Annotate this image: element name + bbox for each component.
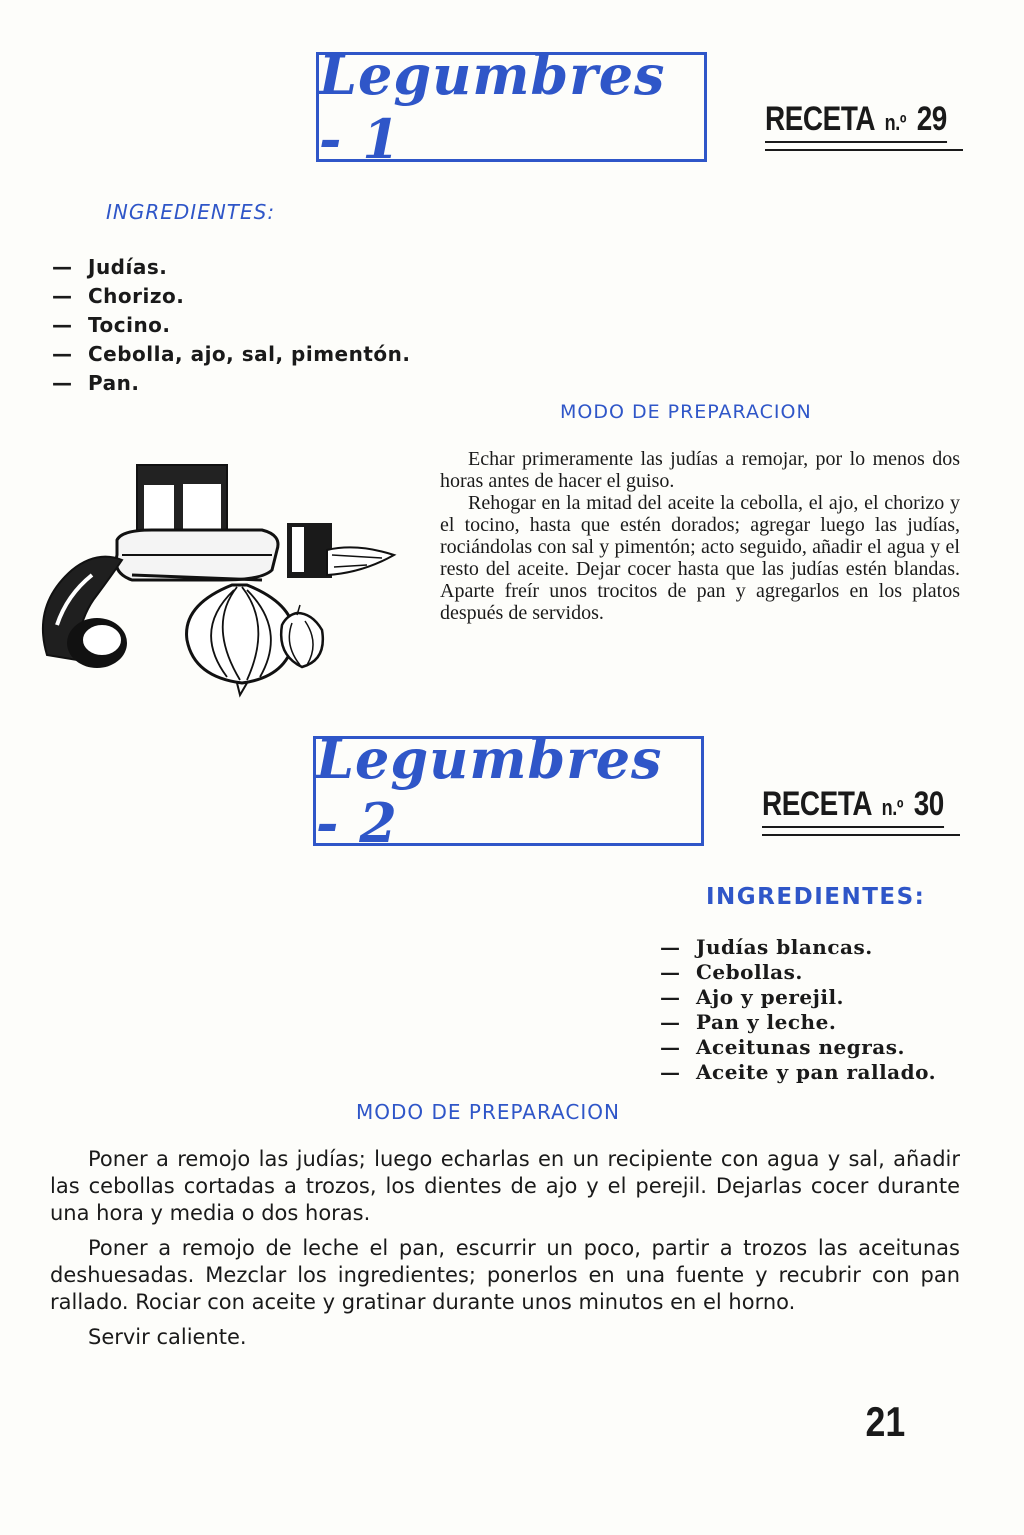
list-item: — Judías. bbox=[52, 255, 168, 279]
recipe1-method-heading: MODO DE PREPARACION bbox=[560, 401, 812, 423]
list-item: — Pan. bbox=[52, 371, 140, 395]
recipe1-abbr: n.º bbox=[884, 110, 907, 135]
list-item: — Chorizo. bbox=[52, 284, 185, 308]
list-item: — Cebollas. bbox=[660, 960, 803, 984]
recipe2-number-underline bbox=[762, 834, 960, 836]
recipe2-ingredients-heading: INGREDIENTES: bbox=[706, 884, 926, 910]
ingredients-illustration-icon bbox=[22, 455, 402, 705]
recipe2-method-paragraph: Poner a remojo las judías; luego echarlas en un recipiente con agua y sal, añadir las cebollas cortadas a trozos, los dientes de ajo y el perejil. Dejarlas cocer durante una hora y media o dos horas. bbox=[50, 1147, 960, 1225]
recipe2-method-paragraph: Poner a remojo de leche el pan, escurrir un poco, partir a trozos las aceitunas deshuesadas. Mezclar los ingredientes; ponerlos en una fuente y recubrir con pan rallado. Rociar con aceite y gratinar durante unos minutos en el horno. bbox=[50, 1236, 960, 1314]
recipe1-title: Legumbres - 1 bbox=[316, 52, 707, 162]
recipe1-method-paragraph: Echar primeramente las judías a remojar, por lo menos dos horas antes de hacer el guiso. bbox=[440, 448, 960, 492]
recipe1-number-label bbox=[765, 100, 947, 143]
recipe1-ingredients-heading: INGREDIENTES: bbox=[106, 200, 276, 224]
recipe1-method-paragraph: Rehogar en la mitad del aceite la cebolla, el ajo, el chorizo y el tocino, hasta que estén dorados; agregar luego las judías, rociándolas con sal y pimentón; acto seguido, añadir el agua y el resto del aceite. Dejar cocer hasta que las judías estén blandas. Aparte freír unos trocitos de pan y agregarlos en los platos después de servidos. bbox=[440, 492, 960, 624]
recipe2-method-heading: MODO DE PREPARACION bbox=[356, 1100, 620, 1124]
list-item: — Tocino. bbox=[52, 313, 171, 337]
recipe2-number: 30 bbox=[913, 785, 944, 823]
recipe1-word: RECETA bbox=[765, 100, 875, 138]
recipe1-ingredients-list bbox=[52, 253, 411, 398]
list-item: — Aceitunas negras. bbox=[660, 1035, 905, 1059]
list-item: — Cebolla, ajo, sal, pimentón. bbox=[52, 342, 411, 366]
list-item: — Judías blancas. bbox=[660, 935, 873, 959]
recipe2-method bbox=[50, 1146, 960, 1359]
list-item: — Ajo y perejil. bbox=[660, 985, 845, 1009]
recipe1-number: 29 bbox=[916, 100, 947, 138]
recipe2-number-label bbox=[762, 785, 944, 828]
recipe2-word: RECETA bbox=[762, 785, 872, 823]
page-number: 21 bbox=[865, 1398, 906, 1445]
recipe2-ingredients-list bbox=[660, 935, 936, 1085]
list-item: — Pan y leche. bbox=[660, 1010, 837, 1034]
list-item: — Aceite y pan rallado. bbox=[660, 1060, 937, 1084]
recipe2-method-paragraph: Servir caliente. bbox=[88, 1325, 247, 1349]
recipe2-title: Legumbres - 2 bbox=[313, 736, 704, 846]
recipe1-method bbox=[440, 448, 960, 624]
recipe1-number-underline bbox=[765, 149, 963, 151]
recipe2-abbr: n.º bbox=[881, 795, 904, 820]
